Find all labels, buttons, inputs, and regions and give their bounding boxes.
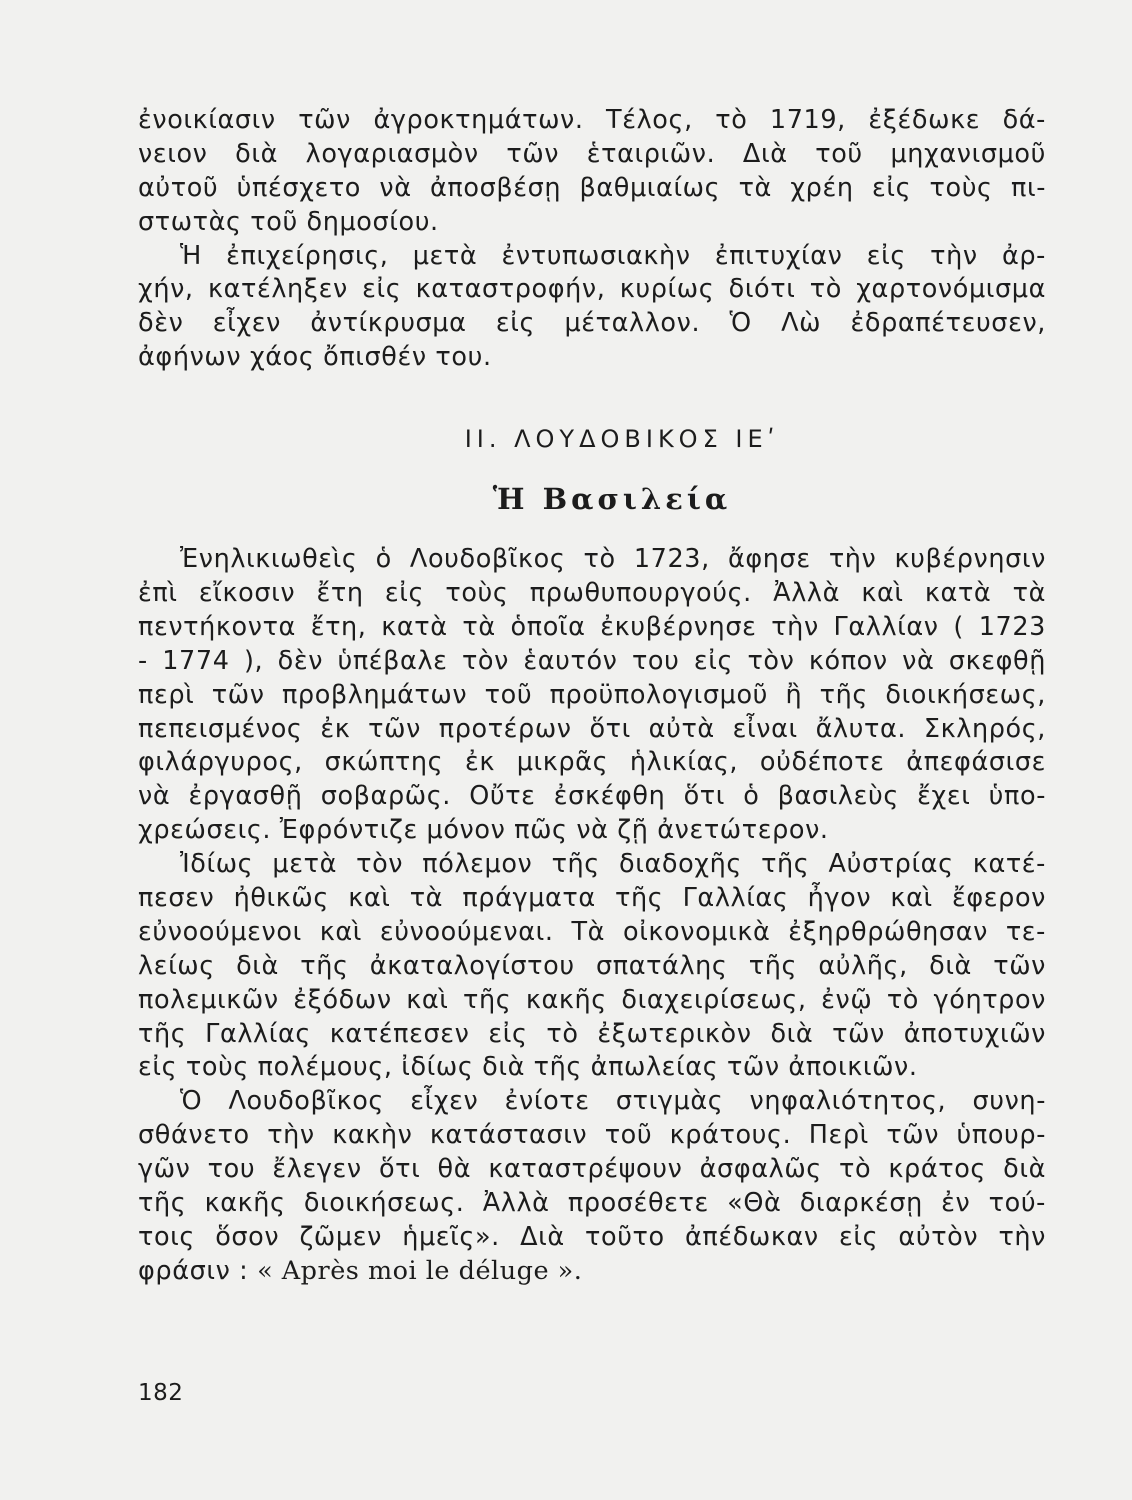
- text-line: χήν, κατέληξεν εἰς καταστροφήν, κυρίως διότι τὸ χαρτονόμισμα: [138, 274, 1046, 305]
- spacer: [138, 521, 1046, 543]
- text-line: - 1774 ), δὲν ὑπέβαλε τὸν ἑαυτόν του εἰς τὸν κόπον νὰ σκεφθῇ: [138, 645, 1046, 676]
- text-line: πεντήκοντα ἔτη, κατὰ τὰ ὁποῖα ἐκυβέρνησε τὴν Γαλλίαν ( 1723: [138, 611, 1046, 642]
- text-line: πεσεν ἠθικῶς καὶ τὰ πράγματα τῆς Γαλλίας ἦγον καὶ ἔφερον: [138, 883, 1046, 914]
- text-line: νὰ ἐργασθῇ σοβαρῶς. Οὔτε ἐσκέφθη ὅτι ὁ βασιλεὺς ἔχει ὑπο-: [138, 781, 1046, 812]
- text-line: τῆς κακῆς διοικήσεως. Ἀλλὰ προσέθετε «Θὰ διαρκέσῃ ἐν τού-: [138, 1188, 1046, 1219]
- text-line: περὶ τῶν προβλημάτων τοῦ προϋπολογισμοῦ ἢ τῆς διοικήσεως,: [138, 679, 1046, 710]
- text-line: γῶν του ἔλεγεν ὅτι θὰ καταστρέψουν ἀσφαλῶς τὸ κράτος διὰ: [138, 1154, 1046, 1185]
- french-quote: « Après moi le déluge ».: [257, 1255, 583, 1286]
- text-line: εἰς τοὺς πολέμους, ἰδίως διὰ τῆς ἀπωλείας τῶν ἀποικιῶν.: [138, 1052, 918, 1083]
- page-body: [138, 104, 1046, 1289]
- text-line: νειον διὰ λογαριασμὸν τῶν ἑταιριῶν. Διὰ τοῦ μηχανισμοῦ: [138, 138, 1046, 169]
- text-line: λείως διὰ τῆς ἀκαταλογίστου σπατάλης τῆς αὐλῆς, διὰ τῶν: [138, 950, 1046, 981]
- paragraph-3: [138, 543, 1046, 848]
- text-line: ἐνοικίασιν τῶν ἀγροκτημάτων. Τέλος, τὸ 1719, ἐξέδωκε δά-: [138, 105, 1046, 135]
- text-line: τῆς Γαλλίας κατέπεσεν εἰς τὸ ἐξωτερικὸν διὰ τῶν ἀποτυχιῶν: [138, 1018, 1046, 1049]
- paragraph-2: [138, 240, 1046, 376]
- text-line: αὐτοῦ ὑπέσχετο νὰ ἀποσβέσῃ βαθμιαίως τὰ χρέη εἰς τοὺς πι-: [138, 172, 1046, 203]
- text-line: Ἐνηλικιωθεὶς ὁ Λουδοβῖκος τὸ 1723, ἄφησε τὴν κυβέρνησιν: [180, 544, 1046, 575]
- text-line: ἀφήνων χάος ὄπισθέν του.: [138, 342, 492, 373]
- paragraph-1: [138, 104, 1046, 240]
- text-line: φιλάργυρος, σκώπτης ἐκ μικρᾶς ἡλικίας, οὐδέποτε ἀπεφάσισε: [138, 747, 1046, 778]
- text-line: χρεώσεις. Ἐφρόντιζε μόνον πῶς νὰ ζῇ ἀνετώτερον.: [138, 815, 829, 846]
- text-line: Ὁ Λουδοβῖκος εἶχεν ἐνίοτε στιγμὰς νηφαλιότητος, συνη-: [180, 1086, 1046, 1117]
- text-line: τοις ὅσον ζῶμεν ἡμεῖς». Διὰ τοῦτο ἀπέδωκαν εἰς αὐτὸν τὴν: [138, 1221, 1046, 1252]
- text-line: ἐπὶ εἴκοσιν ἔτη εἰς τοὺς πρωθυπουργούς. Ἀλλὰ καὶ κατὰ τὰ: [138, 578, 1046, 609]
- text-line: πεπεισμένος ἐκ τῶν προτέρων ὅτι αὐτὰ εἶναι ἄλυτα. Σκληρός,: [138, 713, 1046, 744]
- paragraph-4: [138, 848, 1046, 1085]
- section-title: Ἡ Βασιλεία: [492, 482, 732, 517]
- line-prefix: φράσιν :: [138, 1255, 258, 1286]
- page-number: 182: [138, 1380, 184, 1406]
- section-heading: II. ΛΟΥΔΟΒΙΚΟΣ ΙΕʹ: [464, 425, 780, 454]
- text-line: Ἰδίως μετὰ τὸν πόλεμον τῆς διαδοχῆς τῆς Αὐστρίας κατέ-: [180, 849, 1046, 880]
- text-line: σθάνετο τὴν κακὴν κατάστασιν τοῦ κράτους. Περὶ τῶν ὑπουρ-: [138, 1120, 1046, 1151]
- text-line: εὐνοούμενοι καὶ εὐνοούμεναι. Τὰ οἰκονομικὰ ἐξηρθρώθησαν τε-: [138, 916, 1046, 947]
- text-line: δὲν εἶχεν ἀντίκρυσμα εἰς μέταλλον. Ὁ Λὼ ἐδραπέτευσεν,: [138, 308, 1046, 339]
- text-line: [138, 1255, 1046, 1289]
- text-line: πολεμικῶν ἐξόδων καὶ τῆς κακῆς διαχειρίσεως, ἐνῷ τὸ γόητρον: [138, 984, 1046, 1015]
- text-line: Ἡ ἐπιχείρησις, μετὰ ἐντυπωσιακὴν ἐπιτυχίαν εἰς τὴν ἀρ-: [180, 240, 1046, 271]
- paragraph-5: [138, 1085, 1046, 1288]
- text-line: στωτὰς τοῦ δημοσίου.: [138, 206, 439, 237]
